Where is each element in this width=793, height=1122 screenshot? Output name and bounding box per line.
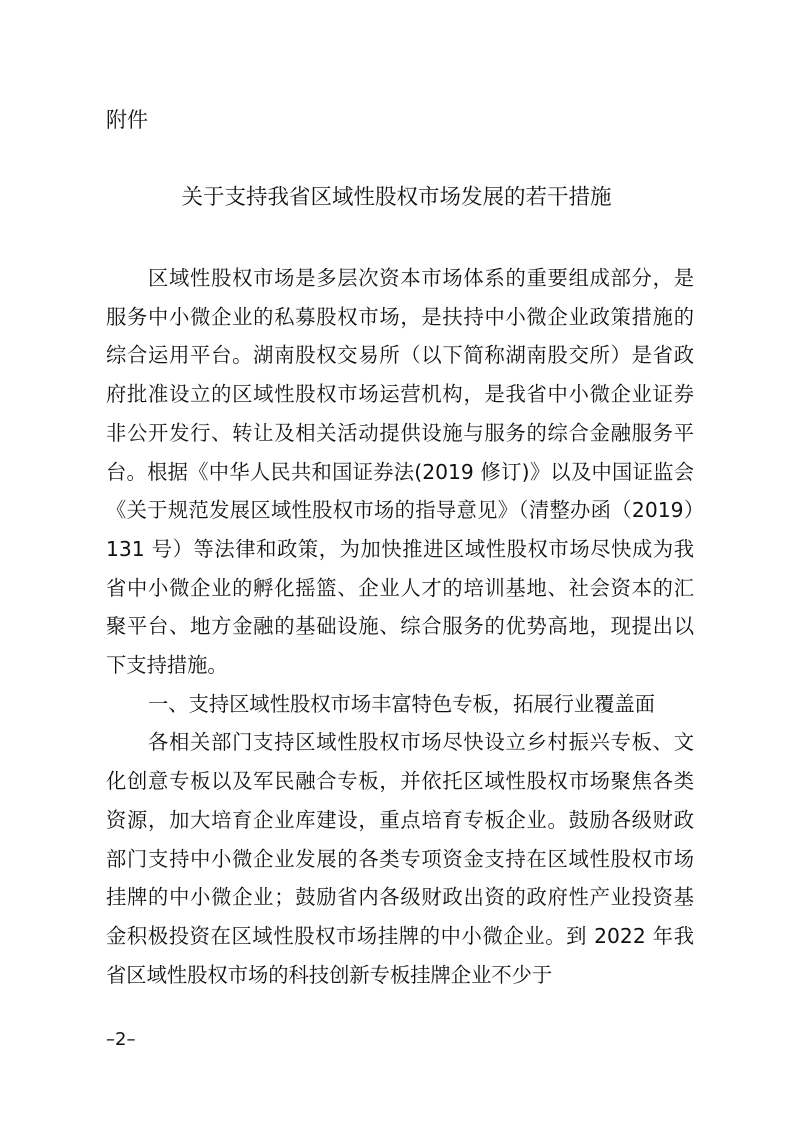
section-heading-1: 一、支持区域性股权市场丰富特色专板，拓展行业覆盖面 xyxy=(148,691,656,716)
attachment-label: 附件 xyxy=(106,108,148,132)
document-body xyxy=(106,259,694,994)
paragraph-section-1: 各相关部门支持区域性股权市场尽快设立乡村振兴专板、文化创意专板以及军民融合专板，并依托区域性股权市场聚焦各类资源，加大培育企业库建设，重点培育专板企业。鼓励各级财政部门支持中小微企业发展的各类专项资金支持在区域性股权市场挂牌的中小微企业；鼓励省内各级财政出资的政府性产业投资基金积极投资在区域性股权市场挂牌的中小微企业。到 2022 年我省区域性股权市场的科技创新专板挂牌企业不少于 xyxy=(106,730,694,987)
paragraph-intro: 区域性股权市场是多层次资本市场体系的重要组成部分，是服务中小微企业的私募股权市场，是扶持中小微企业政策措施的综合运用平台。湖南股权交易所（以下简称湖南股交所）是省政府批准设立的区域性股权市场运营机构，是我省中小微企业证券非公开发行、转让及相关活动提供设施与服务的综合金融服务平台。根据《中华人民共和国证券法(2019 修订)》以及中国证监会《关于规范发展区域性股权市场的指导意见》（清整办函（2019）131 号）等法律和政策，为加快推进区域性股权市场尽快成为我省中小微企业的孵化摇篮、企业人才的培训基地、社会资本的汇聚平台、地方金融的基础设施、综合服务的优势高地，现提出以下支持措施。 xyxy=(106,266,694,678)
page-number: –2– xyxy=(106,1029,136,1050)
document-title: 关于支持我省区域性股权市场发展的若干措施 xyxy=(181,185,612,210)
